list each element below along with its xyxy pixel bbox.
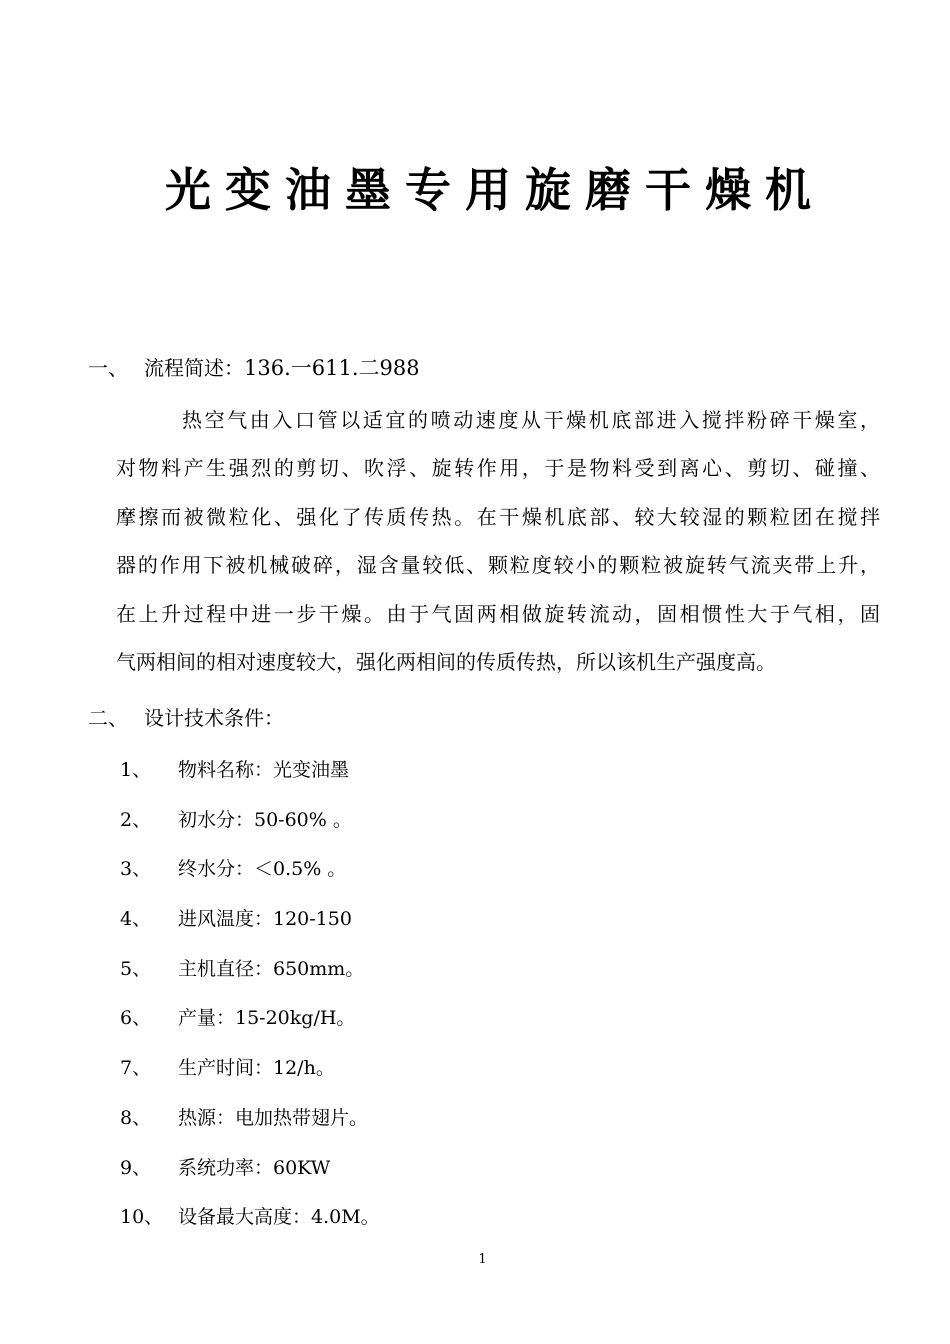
list-item-number: 8、 <box>120 1106 152 1129</box>
list-item <box>120 855 820 905</box>
list-item-number: 5、 <box>120 957 152 980</box>
list-item-number: 2、 <box>120 808 152 831</box>
paragraph-line: 在上升过程中进一步干燥。由于气固两相做旋转流动，固相惯性大于气相，固 <box>116 601 880 626</box>
list-item <box>120 1004 820 1054</box>
list-item <box>120 905 820 955</box>
list-item-text: 主机直径：650mm。 <box>178 957 365 980</box>
phone-number: 136.一611.二988 <box>244 356 420 380</box>
list-item-number: 9、 <box>120 1156 152 1179</box>
list-item-number: 1、 <box>120 759 152 781</box>
paragraph-line: 对物料产生强烈的剪切、吹浮、旋转作用，于是物料受到离心、剪切、碰撞、 <box>116 456 880 481</box>
list-item-number: 4、 <box>120 908 152 931</box>
list-item-number: 7、 <box>120 1057 152 1080</box>
list-item <box>120 1154 820 1204</box>
list-item-number: 6、 <box>120 1007 152 1030</box>
document-title: 光变油墨专用旋磨干燥机 <box>165 163 825 217</box>
list-item <box>120 955 820 1005</box>
section-label: 流程简述： <box>144 356 244 380</box>
paragraph-line: 摩擦而被微粒化、强化了传质传热。在干燥机底部、较大较湿的颗粒团在搅拌 <box>116 504 880 529</box>
process-description <box>116 406 880 696</box>
list-item-text: 产量：15-20kg/H。 <box>178 1007 356 1030</box>
paragraph-line: 气两相间的相对速度较大，强化两相间的传质传热，所以该机生产强度高。 <box>116 649 776 674</box>
section-heading-design-conditions <box>88 704 284 732</box>
list-item <box>120 756 820 806</box>
section-number: 二、 <box>88 706 128 730</box>
list-item <box>120 806 820 856</box>
list-item-text: 热源：电加热带翅片。 <box>178 1106 369 1129</box>
list-item <box>120 1054 820 1104</box>
list-item-text: 进风温度：120-150 <box>178 908 352 931</box>
list-item-text: 终水分：＜0.5% 。 <box>178 858 347 881</box>
list-item <box>120 1104 820 1154</box>
design-conditions-list <box>120 756 820 1253</box>
list-item-text: 初水分：50-60% 。 <box>178 808 352 831</box>
page-number: 1 <box>478 1252 487 1267</box>
section-heading-process <box>88 354 420 382</box>
section-label: 设计技术条件： <box>144 706 284 730</box>
section-number: 一、 <box>88 356 128 380</box>
list-item-number: 3、 <box>120 858 152 881</box>
paragraph-line: 热空气由入口管以适宜的喷动速度从干燥机底部进入搅拌粉碎干燥室， <box>182 408 880 432</box>
paragraph-line: 器的作用下被机械破碎，湿含量较低、颗粒度较小的颗粒被旋转气流夹带上升， <box>116 553 880 578</box>
list-item-number: 10、 <box>120 1206 164 1229</box>
list-item <box>120 1203 820 1253</box>
list-item-text: 设备最大高度：4.0M。 <box>178 1206 380 1229</box>
list-item-text: 生产时间：12/h。 <box>178 1057 335 1080</box>
list-item-text: 系统功率：60KW <box>178 1156 331 1179</box>
list-item-text: 物料名称：光变油墨 <box>178 759 350 781</box>
